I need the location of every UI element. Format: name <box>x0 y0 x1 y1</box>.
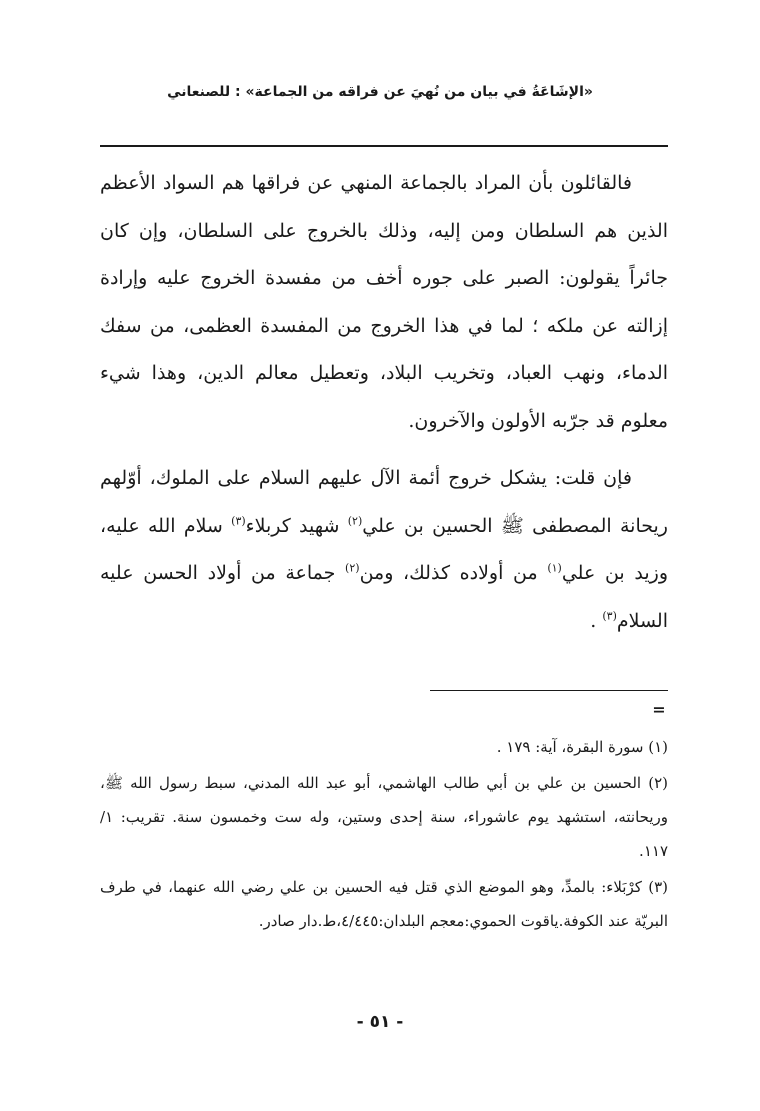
footnote-1: (١) سورة البقرة، آية: ١٧٩ . <box>496 738 668 756</box>
footnote-3: (٣) كرْبَلاء: بالمدِّ، وهو الموضع الذي قتل فيه الحسين بن علي رضي الله عنهما، في طرف البريّة عند الكوفة.ياقوت الحموي:معجم البلدان:٤/٤٤٥،ط.دار صادر. <box>100 878 668 930</box>
paragraph-2-segment: جماعة من أولاد الحسن عليه السلام <box>100 562 668 632</box>
footnote-reference[interactable]: (١) <box>547 561 562 575</box>
footnote-reference[interactable]: (٣) <box>602 609 617 623</box>
footnote-2: (٢) الحسين بن علي بن أبي طالب الهاشمي، أبو عبد الله المدني، سبط رسول الله ﷺ، وريحانته، استشهد يوم عاشوراء، سنة إحدى وستين، وله ست وخمسون سنة. تقريب: ١/ ١١٧. <box>100 774 668 860</box>
footnote-reference[interactable]: (٢) <box>347 514 363 528</box>
footnote-continuation-mark: = <box>652 700 666 719</box>
running-header: «الإِشَاعَةُ في بيان من نُهِيَ عن فراقه من الجماعة» : للصنعاني <box>167 84 593 100</box>
main-text <box>100 160 668 645</box>
footnotes-section <box>100 730 668 940</box>
page-number: - ٥١ - <box>356 1012 404 1032</box>
paragraph-2-segment: شهيد كربلاء <box>245 514 348 537</box>
paragraph-2-segment: سلام الله عليه، وزيد بن علي <box>100 514 668 584</box>
header-divider <box>100 145 668 147</box>
paragraph-2-segment: . <box>590 609 603 632</box>
footnote-reference[interactable]: (٢) <box>345 561 360 575</box>
paragraph-1: فالقائلون بأن المراد بالجماعة المنهي عن فراقها هم السواد الأعظم الذين هم السلطان ومن إليه، وذلك بالخروج على السلطان، وإن كان جائراً يقولون: الصبر على جوره أخف من مفسدة الخروج عليه وإرادة إزالته عن ملكه ؛ لما في هذا الخروج من المفسدة العظمى، من سفك الدماء، ونهب العباد، وتخريب البلاد، وتعطيل معالم الدين، وهذا شيء معلوم قد جرّبه الأولون والآخرون. <box>100 172 668 432</box>
paragraph-2-segment: من أولاده كذلك، ومن <box>359 562 548 584</box>
footnote-reference[interactable]: (٣) <box>231 514 246 528</box>
paragraph-2-segment: فإن قلت: يشكل خروج أئمة الآل عليهم السلام على الملوك، أوّلهم ريحانة المصطفى ﷺ الحسين بن علي <box>100 467 668 537</box>
paragraph-2 <box>100 455 668 645</box>
footnote-divider <box>430 690 668 691</box>
